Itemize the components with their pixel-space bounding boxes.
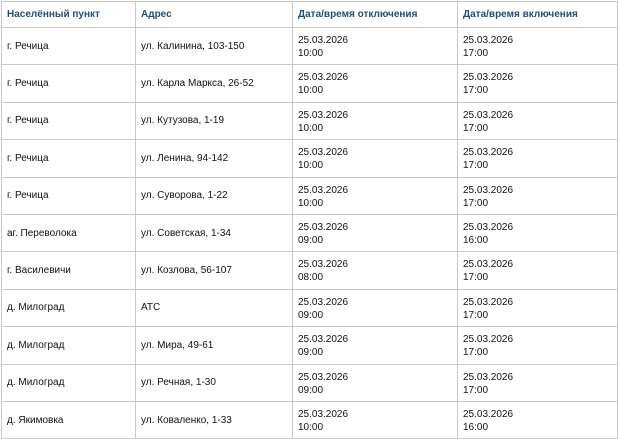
cell-on-datetime [458, 214, 618, 251]
cell-settlement: д. Милоград [2, 327, 136, 364]
off-time: 10:00 [298, 421, 324, 433]
table-row [2, 364, 618, 401]
off-date: 25.03.2026 [298, 221, 349, 233]
off-time: 10:00 [298, 48, 324, 59]
on-time: 17:00 [463, 197, 489, 209]
off-date: 25.03.2026 [298, 109, 349, 121]
on-time: 17:00 [463, 48, 489, 59]
off-time: 10:00 [298, 197, 324, 209]
off-date: 25.03.2026 [298, 408, 349, 420]
on-date: 25.03.2026 [463, 334, 514, 346]
cell-on-datetime [458, 65, 618, 102]
off-date: 25.03.2026 [298, 371, 349, 383]
cell-on-datetime [458, 28, 618, 65]
on-date: 25.03.2026 [463, 408, 514, 420]
cell-settlement: г. Василевичи [2, 252, 136, 289]
on-date: 25.03.2026 [463, 296, 514, 308]
table-row [2, 327, 618, 364]
off-date: 25.03.2026 [298, 296, 349, 308]
table-row [2, 140, 618, 177]
cell-address: ул. Карла Маркса, 26-52 [136, 65, 293, 102]
cell-on-datetime [458, 252, 618, 289]
cell-off-datetime [293, 327, 458, 364]
cell-address: ул. Суворова, 1-22 [136, 177, 293, 214]
table-row [2, 289, 618, 326]
table-row [2, 252, 618, 289]
off-time: 08:00 [298, 272, 324, 284]
on-time: 16:00 [463, 234, 489, 246]
off-time: 10:00 [298, 160, 324, 172]
cell-settlement: г. Речица [2, 177, 136, 214]
on-date: 25.03.2026 [463, 35, 514, 46]
cell-settlement: аг. Переволока [2, 214, 136, 251]
off-time: 10:00 [298, 85, 324, 97]
table-row [2, 401, 618, 438]
cell-on-datetime [458, 177, 618, 214]
header-settlement: Населённый пункт [2, 2, 136, 28]
cell-address: ул. Калинина, 103-150 [136, 28, 293, 65]
cell-settlement: г. Речица [2, 65, 136, 102]
header-off-datetime: Дата/время отключения [293, 2, 458, 28]
cell-address: АТС [136, 289, 293, 326]
on-time: 17:00 [463, 122, 489, 134]
table-row [2, 28, 618, 65]
cell-address: ул. Кутузова, 1-19 [136, 102, 293, 139]
off-time: 09:00 [298, 347, 324, 359]
table-header-row [2, 2, 618, 28]
table-row [2, 102, 618, 139]
header-address: Адрес [136, 2, 293, 28]
on-time: 17:00 [463, 309, 489, 321]
off-date: 25.03.2026 [298, 334, 349, 346]
cell-off-datetime [293, 177, 458, 214]
on-date: 25.03.2026 [463, 72, 514, 84]
on-time: 17:00 [463, 384, 489, 396]
on-time: 17:00 [463, 160, 489, 172]
cell-on-datetime [458, 289, 618, 326]
table-row [2, 65, 618, 102]
on-time: 17:00 [463, 272, 489, 284]
cell-off-datetime [293, 401, 458, 438]
off-time: 09:00 [298, 234, 324, 246]
cell-address: ул. Коваленко, 1-33 [136, 401, 293, 438]
on-date: 25.03.2026 [463, 184, 514, 196]
cell-off-datetime [293, 252, 458, 289]
cell-on-datetime [458, 401, 618, 438]
cell-off-datetime [293, 65, 458, 102]
off-date: 25.03.2026 [298, 35, 349, 46]
cell-on-datetime [458, 327, 618, 364]
cell-off-datetime [293, 28, 458, 65]
cell-settlement: г. Речица [2, 102, 136, 139]
cell-settlement: д. Якимовка [2, 401, 136, 438]
cell-on-datetime [458, 102, 618, 139]
cell-address: ул. Советская, 1-34 [136, 214, 293, 251]
cell-address: ул. Речная, 1-30 [136, 364, 293, 401]
on-date: 25.03.2026 [463, 147, 514, 159]
cell-address: ул. Ленина, 94-142 [136, 140, 293, 177]
off-date: 25.03.2026 [298, 184, 349, 196]
cell-off-datetime [293, 364, 458, 401]
table-row [2, 177, 618, 214]
off-date: 25.03.2026 [298, 259, 349, 271]
cell-settlement: г. Речица [2, 140, 136, 177]
cell-on-datetime [458, 140, 618, 177]
off-date: 25.03.2026 [298, 147, 349, 159]
cell-off-datetime [293, 140, 458, 177]
on-date: 25.03.2026 [463, 259, 514, 271]
cell-off-datetime [293, 102, 458, 139]
cell-address: ул. Мира, 49-61 [136, 327, 293, 364]
cell-settlement: д. Милоград [2, 289, 136, 326]
cell-off-datetime [293, 214, 458, 251]
on-date: 25.03.2026 [463, 109, 514, 121]
on-date: 25.03.2026 [463, 221, 514, 233]
on-date: 25.03.2026 [463, 371, 514, 383]
cell-settlement: г. Речица [2, 28, 136, 65]
cell-settlement: д. Милоград [2, 364, 136, 401]
off-date: 25.03.2026 [298, 72, 349, 84]
off-time: 10:00 [298, 122, 324, 134]
outage-schedule-table [1, 1, 618, 439]
header-on-datetime: Дата/время включения [458, 2, 618, 28]
off-time: 09:00 [298, 309, 324, 321]
on-time: 17:00 [463, 85, 489, 97]
on-time: 17:00 [463, 347, 489, 359]
table-row [2, 214, 618, 251]
cell-off-datetime [293, 289, 458, 326]
off-time: 09:00 [298, 384, 324, 396]
cell-address: ул. Козлова, 56-107 [136, 252, 293, 289]
on-time: 16:00 [463, 421, 489, 433]
cell-on-datetime [458, 364, 618, 401]
table-body [2, 28, 618, 439]
